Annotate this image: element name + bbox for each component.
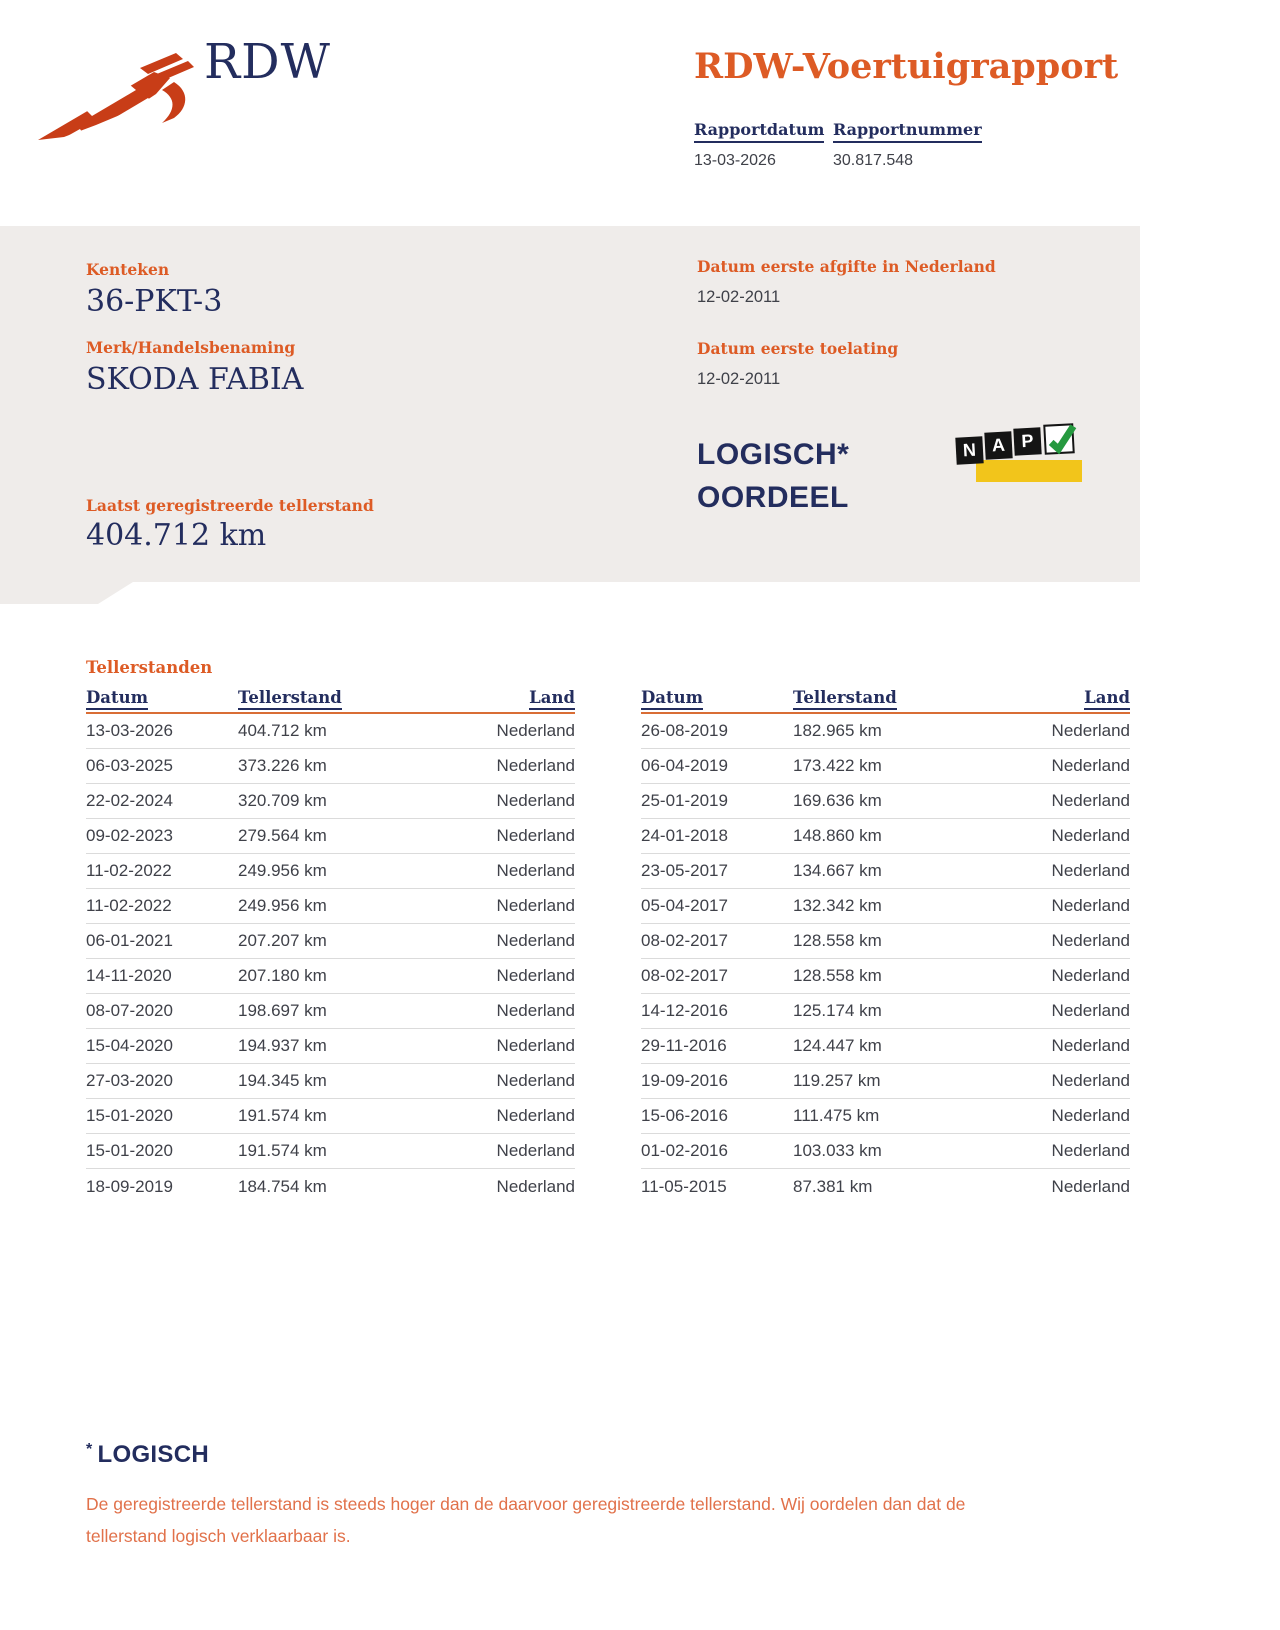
report-number-label: Rapportnummer [833,120,982,143]
date-cell: 06-03-2025 [86,756,173,775]
nap-yellow-bar [976,460,1082,482]
table-row [86,1099,575,1134]
odometer-cell: 169.636 km [793,791,882,810]
table-row [641,749,1130,784]
rdw-wordmark: RDW [204,34,331,90]
date-cell: 18-09-2019 [86,1176,173,1196]
table-row [641,854,1130,889]
table-row [641,924,1130,959]
table-row [86,1029,575,1064]
odometer-cell: 320.709 km [238,791,327,810]
odometer-cell: 128.558 km [793,931,882,950]
date-cell: 08-07-2020 [86,1001,173,1020]
nap-letter-p: P [1013,427,1041,455]
date-cell: 14-12-2016 [641,1001,728,1020]
merk-value: SKODA FABIA [86,362,304,397]
odometer-cell: 132.342 km [793,896,882,915]
column-header-datum: Datum [641,688,793,707]
country-cell: Nederland [496,1141,575,1160]
date-cell: 11-05-2015 [641,1176,727,1196]
odometer-cell: 194.937 km [238,1036,327,1055]
country-cell: Nederland [1051,1176,1130,1196]
table-row [641,784,1130,819]
country-cell: Nederland [496,1176,575,1196]
afgifte-label: Datum eerste afgifte in Nederland [697,257,996,276]
odometer-cell: 111.475 km [793,1106,880,1125]
footnote-asterisk: * [86,1441,93,1458]
column-header-land: Land [529,688,575,707]
odometer-cell: 207.180 km [238,966,327,985]
table-row [86,784,575,819]
date-cell: 08-02-2017 [641,966,728,985]
table-row [641,714,1130,749]
country-cell: Nederland [1051,791,1130,810]
odometer-cell: 128.558 km [793,966,882,985]
table-header-row [86,688,575,714]
table-row [86,1134,575,1169]
date-cell: 27-03-2020 [86,1071,173,1090]
page-title: RDW-Voertuigrapport [694,46,1119,87]
table-header-row [641,688,1130,714]
country-cell: Nederland [1051,756,1130,775]
odometer-cell: 173.422 km [793,756,882,775]
odometer-cell: 373.226 km [238,756,327,775]
odometer-cell: 134.667 km [793,861,882,880]
kenteken-value: 36-PKT-3 [86,284,223,319]
table-row [86,994,575,1029]
odometer-cell: 191.574 km [238,1106,327,1125]
date-cell: 06-04-2019 [641,756,728,775]
date-cell: 09-02-2023 [86,826,173,845]
odometer-cell: 87.381 km [793,1176,873,1196]
date-cell: 15-06-2016 [641,1106,728,1125]
table-row [641,819,1130,854]
table-row [641,1169,1130,1204]
date-cell: 15-01-2020 [86,1141,173,1160]
country-cell: Nederland [1051,861,1130,880]
odometer-cell: 191.574 km [238,1141,327,1160]
table-row [86,959,575,994]
odometer-cell: 148.860 km [793,826,882,845]
date-cell: 14-11-2020 [86,966,172,985]
country-cell: Nederland [1051,1071,1130,1090]
odometer-cell: 103.033 km [793,1141,882,1160]
table-row [641,889,1130,924]
report-date-label: Rapportdatum [694,120,824,143]
country-cell: Nederland [1051,1036,1130,1055]
footnote-title [86,1441,209,1469]
table-row [86,714,575,749]
country-cell: Nederland [496,721,575,740]
country-cell: Nederland [1051,721,1130,740]
oordeel-line1: LOGISCH* [697,438,850,471]
tellerstanden-section-label: Tellerstanden [86,658,213,677]
odometer-cell: 249.956 km [238,896,327,915]
odometer-cell: 124.447 km [793,1036,882,1055]
date-cell: 15-04-2020 [86,1036,173,1055]
toelating-value: 12-02-2011 [697,370,781,388]
country-cell: Nederland [496,966,575,985]
column-header-tellerstand: Tellerstand [238,688,529,707]
country-cell: Nederland [1051,966,1130,985]
country-cell: Nederland [496,826,575,845]
country-cell: Nederland [1051,931,1130,950]
date-cell: 08-02-2017 [641,931,728,950]
country-cell: Nederland [496,896,575,915]
date-cell: 06-01-2021 [86,931,173,950]
date-cell: 22-02-2024 [86,791,173,810]
country-cell: Nederland [1051,896,1130,915]
column-header-tellerstand: Tellerstand [793,688,1084,707]
date-cell: 13-03-2026 [86,721,173,740]
nap-logo [956,424,1086,484]
odometer-cell: 182.965 km [793,721,882,740]
table-row [86,1064,575,1099]
footnote-explanation: De geregistreerde tellerstand is steeds hoger dan de daarvoor geregistreerde tellerstand. Wij oordelen dan dat de tellerstand logisch verklaarbaar is. [86,1494,966,1547]
date-cell: 26-08-2019 [641,721,728,740]
country-cell: Nederland [1051,1001,1130,1020]
table-row [86,924,575,959]
kenteken-label: Kenteken [86,260,170,279]
oordeel-line2: OORDEEL [697,481,849,514]
odometer-cell: 207.207 km [238,931,327,950]
table-row [641,994,1130,1029]
odometer-cell: 125.174 km [793,1001,882,1020]
odometer-cell: 404.712 km [238,721,327,740]
tellerstanden-table-left [86,688,575,1204]
column-header-datum: Datum [86,688,238,707]
country-cell: Nederland [1051,1106,1130,1125]
table-row [86,854,575,889]
nap-checkmark-icon [1043,423,1075,455]
country-cell: Nederland [496,1071,575,1090]
table-row [641,1134,1130,1169]
date-cell: 11-02-2022 [86,896,172,915]
country-cell: Nederland [496,791,575,810]
table-row [641,1099,1130,1134]
report-number-value: 30.817.548 [833,152,914,169]
country-cell: Nederland [496,1036,575,1055]
country-cell: Nederland [496,756,575,775]
odometer-cell: 119.257 km [793,1071,881,1090]
date-cell: 24-01-2018 [641,826,728,845]
odometer-cell: 249.956 km [238,861,327,880]
nap-letter-n: N [955,436,983,464]
laatste-tellerstand-value: 404.712 km [86,518,267,553]
odometer-cell: 194.345 km [238,1071,327,1090]
date-cell: 29-11-2016 [641,1036,727,1055]
date-cell: 19-09-2016 [641,1071,728,1090]
date-cell: 15-01-2020 [86,1106,173,1125]
odometer-cell: 184.754 km [238,1176,327,1196]
table-row [86,749,575,784]
country-cell: Nederland [1051,826,1130,845]
country-cell: Nederland [496,1106,575,1125]
date-cell: 25-01-2019 [641,791,728,810]
country-cell: Nederland [1051,1141,1130,1160]
table-row [86,819,575,854]
report-date-value: 13-03-2026 [694,152,776,169]
table-row [86,889,575,924]
nap-letter-a: A [984,431,1012,459]
table-row [86,1169,575,1204]
oordeel-verdict [697,433,849,519]
merk-label: Merk/Handelsbenaming [86,338,296,357]
laatste-tellerstand-label: Laatst geregistreerde tellerstand [86,496,374,515]
column-header-land: Land [1084,688,1130,707]
table-row [641,959,1130,994]
country-cell: Nederland [496,931,575,950]
table-row [641,1029,1130,1064]
date-cell: 05-04-2017 [641,896,728,915]
country-cell: Nederland [496,861,575,880]
table-row [641,1064,1130,1099]
tellerstanden-table-right [641,688,1130,1204]
footnote-title-text: LOGISCH [97,1441,209,1468]
rdw-logo-icon [36,52,196,144]
date-cell: 23-05-2017 [641,861,728,880]
country-cell: Nederland [496,1001,575,1020]
odometer-cell: 198.697 km [238,1001,327,1020]
odometer-cell: 279.564 km [238,826,327,845]
date-cell: 01-02-2016 [641,1141,728,1160]
date-cell: 11-02-2022 [86,861,172,880]
afgifte-value: 12-02-2011 [697,288,781,306]
toelating-label: Datum eerste toelating [697,339,899,358]
